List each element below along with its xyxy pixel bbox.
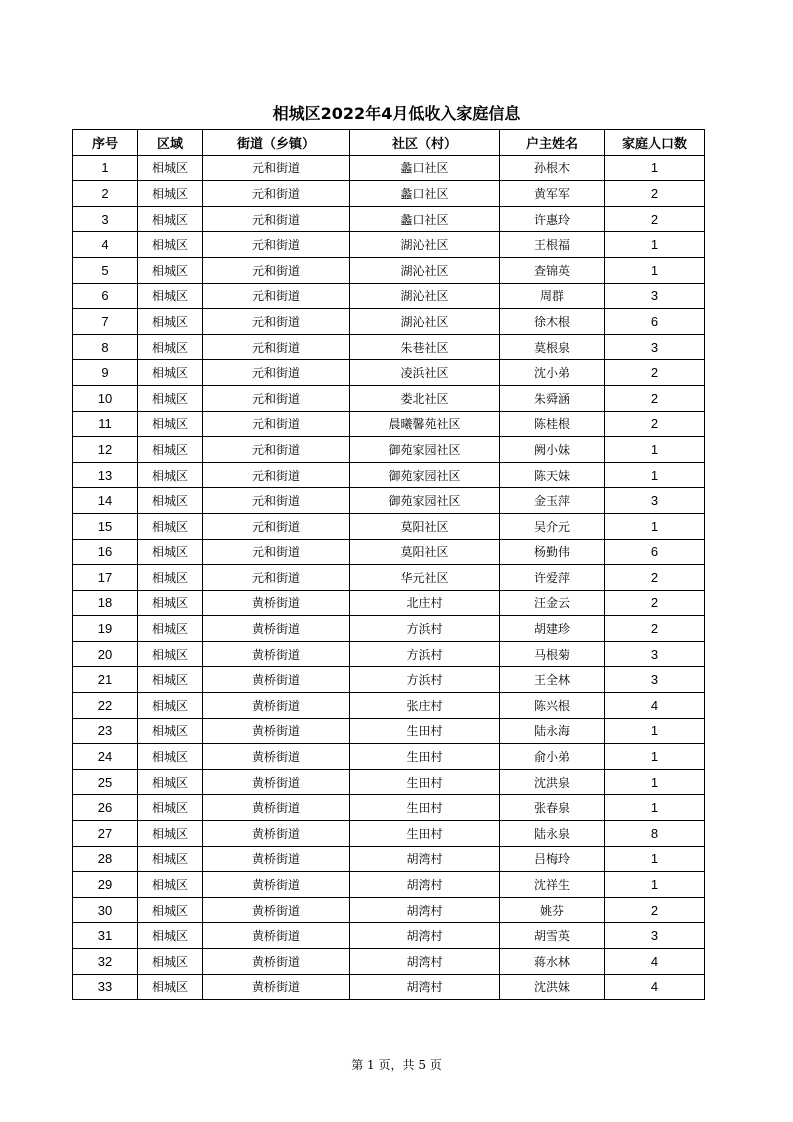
cell-index: 20	[73, 641, 138, 667]
cell-index: 8	[73, 334, 138, 360]
cell-street: 黄桥街道	[203, 795, 350, 821]
cell-family-size: 6	[605, 309, 705, 335]
cell-street: 黄桥街道	[203, 923, 350, 949]
cell-district: 相城区	[138, 513, 203, 539]
cell-street: 黄桥街道	[203, 641, 350, 667]
table-row	[73, 155, 705, 181]
cell-district: 相城区	[138, 693, 203, 719]
cell-street: 黄桥街道	[203, 949, 350, 975]
low-income-table	[72, 129, 705, 1000]
cell-community: 蠡口社区	[350, 206, 500, 232]
page-footer: 第 1 页，共 5 页	[351, 1058, 442, 1072]
cell-family-size: 2	[605, 590, 705, 616]
table-row	[73, 846, 705, 872]
cell-community: 湖沁社区	[350, 283, 500, 309]
cell-community: 生田村	[350, 744, 500, 770]
cell-street: 元和街道	[203, 283, 350, 309]
cell-district: 相城区	[138, 462, 203, 488]
table-row	[73, 693, 705, 719]
table-row	[73, 795, 705, 821]
cell-householder: 姚芬	[500, 897, 605, 923]
cell-community: 莫阳社区	[350, 539, 500, 565]
cell-district: 相城区	[138, 565, 203, 591]
cell-index: 15	[73, 513, 138, 539]
cell-family-size: 1	[605, 795, 705, 821]
cell-householder: 张春泉	[500, 795, 605, 821]
cell-district: 相城区	[138, 590, 203, 616]
cell-householder: 王全林	[500, 667, 605, 693]
cell-district: 相城区	[138, 897, 203, 923]
cell-index: 30	[73, 897, 138, 923]
table-row	[73, 283, 705, 309]
cell-community: 生田村	[350, 795, 500, 821]
table-row	[73, 590, 705, 616]
cell-householder: 许爱萍	[500, 565, 605, 591]
cell-index: 5	[73, 257, 138, 283]
cell-family-size: 1	[605, 257, 705, 283]
table-row	[73, 309, 705, 335]
page-title: 相城区2022年4月低收入家庭信息	[272, 104, 521, 123]
cell-householder: 莫根泉	[500, 334, 605, 360]
cell-householder: 杨勤伟	[500, 539, 605, 565]
cell-family-size: 1	[605, 769, 705, 795]
cell-family-size: 2	[605, 411, 705, 437]
cell-community: 湖沁社区	[350, 232, 500, 258]
cell-street: 元和街道	[203, 565, 350, 591]
cell-householder: 马根菊	[500, 641, 605, 667]
cell-family-size: 3	[605, 283, 705, 309]
cell-district: 相城区	[138, 206, 203, 232]
cell-district: 相城区	[138, 718, 203, 744]
cell-householder: 沈祥生	[500, 872, 605, 898]
cell-district: 相城区	[138, 539, 203, 565]
cell-family-size: 1	[605, 872, 705, 898]
cell-householder: 陆永泉	[500, 821, 605, 847]
cell-district: 相城区	[138, 641, 203, 667]
cell-street: 黄桥街道	[203, 897, 350, 923]
cell-community: 晨曦馨苑社区	[350, 411, 500, 437]
table-row	[73, 667, 705, 693]
cell-family-size: 1	[605, 846, 705, 872]
cell-community: 胡湾村	[350, 949, 500, 975]
cell-district: 相城区	[138, 795, 203, 821]
cell-family-size: 4	[605, 974, 705, 1000]
cell-street: 黄桥街道	[203, 616, 350, 642]
cell-district: 相城区	[138, 667, 203, 693]
cell-householder: 陈桂根	[500, 411, 605, 437]
cell-index: 4	[73, 232, 138, 258]
cell-family-size: 3	[605, 923, 705, 949]
cell-district: 相城区	[138, 872, 203, 898]
cell-community: 胡湾村	[350, 897, 500, 923]
cell-community: 胡湾村	[350, 974, 500, 1000]
cell-community: 朱巷社区	[350, 334, 500, 360]
cell-district: 相城区	[138, 923, 203, 949]
cell-district: 相城区	[138, 616, 203, 642]
cell-householder: 沈小弟	[500, 360, 605, 386]
cell-district: 相城区	[138, 385, 203, 411]
cell-community: 胡湾村	[350, 923, 500, 949]
table-row	[73, 462, 705, 488]
cell-index: 12	[73, 437, 138, 463]
cell-householder: 陆永海	[500, 718, 605, 744]
cell-community: 莫阳社区	[350, 513, 500, 539]
cell-householder: 蒋水林	[500, 949, 605, 975]
cell-district: 相城区	[138, 334, 203, 360]
cell-householder: 黄军军	[500, 181, 605, 207]
cell-family-size: 2	[605, 565, 705, 591]
cell-family-size: 3	[605, 641, 705, 667]
cell-family-size: 3	[605, 334, 705, 360]
cell-street: 元和街道	[203, 411, 350, 437]
cell-index: 7	[73, 309, 138, 335]
cell-householder: 陈兴根	[500, 693, 605, 719]
cell-index: 24	[73, 744, 138, 770]
cell-street: 黄桥街道	[203, 769, 350, 795]
cell-householder: 许惠玲	[500, 206, 605, 232]
table-row	[73, 334, 705, 360]
cell-district: 相城区	[138, 437, 203, 463]
table-row	[73, 641, 705, 667]
cell-householder: 吴介元	[500, 513, 605, 539]
cell-householder: 查锦英	[500, 257, 605, 283]
cell-householder: 陈天妹	[500, 462, 605, 488]
cell-index: 25	[73, 769, 138, 795]
cell-street: 元和街道	[203, 360, 350, 386]
cell-family-size: 1	[605, 232, 705, 258]
cell-street: 元和街道	[203, 206, 350, 232]
cell-street: 元和街道	[203, 155, 350, 181]
cell-district: 相城区	[138, 974, 203, 1000]
cell-community: 胡湾村	[350, 846, 500, 872]
table-row	[73, 769, 705, 795]
cell-index: 31	[73, 923, 138, 949]
header-street: 街道（乡镇）	[203, 130, 350, 156]
cell-community: 方浜村	[350, 641, 500, 667]
table-row	[73, 488, 705, 514]
header-community: 社区（村）	[350, 130, 500, 156]
cell-householder: 朱舜涵	[500, 385, 605, 411]
table-row	[73, 513, 705, 539]
cell-family-size: 2	[605, 616, 705, 642]
cell-index: 33	[73, 974, 138, 1000]
table-row	[73, 744, 705, 770]
cell-householder: 胡雪英	[500, 923, 605, 949]
cell-family-size: 4	[605, 693, 705, 719]
cell-community: 生田村	[350, 769, 500, 795]
cell-family-size: 2	[605, 360, 705, 386]
cell-family-size: 2	[605, 181, 705, 207]
cell-householder: 胡建珍	[500, 616, 605, 642]
cell-family-size: 6	[605, 539, 705, 565]
cell-family-size: 1	[605, 744, 705, 770]
cell-index: 3	[73, 206, 138, 232]
cell-family-size: 1	[605, 718, 705, 744]
table-row	[73, 232, 705, 258]
cell-family-size: 1	[605, 437, 705, 463]
cell-community: 蠡口社区	[350, 181, 500, 207]
cell-street: 黄桥街道	[203, 846, 350, 872]
cell-family-size: 1	[605, 155, 705, 181]
cell-index: 16	[73, 539, 138, 565]
cell-street: 黄桥街道	[203, 693, 350, 719]
cell-community: 蠡口社区	[350, 155, 500, 181]
table-row	[73, 821, 705, 847]
cell-community: 娄北社区	[350, 385, 500, 411]
cell-householder: 孙根木	[500, 155, 605, 181]
cell-family-size: 8	[605, 821, 705, 847]
cell-district: 相城区	[138, 232, 203, 258]
cell-street: 元和街道	[203, 309, 350, 335]
table-row	[73, 437, 705, 463]
cell-district: 相城区	[138, 309, 203, 335]
cell-householder: 吕梅玲	[500, 846, 605, 872]
table-row	[73, 872, 705, 898]
cell-district: 相城区	[138, 360, 203, 386]
cell-district: 相城区	[138, 411, 203, 437]
cell-street: 黄桥街道	[203, 744, 350, 770]
cell-index: 27	[73, 821, 138, 847]
table-row	[73, 949, 705, 975]
table-row	[73, 257, 705, 283]
table-row	[73, 923, 705, 949]
cell-street: 元和街道	[203, 539, 350, 565]
table-row	[73, 385, 705, 411]
cell-street: 黄桥街道	[203, 718, 350, 744]
cell-index: 19	[73, 616, 138, 642]
cell-street: 黄桥街道	[203, 821, 350, 847]
cell-family-size: 3	[605, 667, 705, 693]
table-body	[73, 155, 705, 1000]
table-row	[73, 565, 705, 591]
cell-index: 1	[73, 155, 138, 181]
cell-district: 相城区	[138, 846, 203, 872]
cell-family-size: 2	[605, 206, 705, 232]
cell-index: 2	[73, 181, 138, 207]
cell-street: 黄桥街道	[203, 872, 350, 898]
cell-street: 元和街道	[203, 257, 350, 283]
table-header-row	[73, 130, 705, 156]
cell-street: 元和街道	[203, 462, 350, 488]
cell-district: 相城区	[138, 744, 203, 770]
cell-householder: 王根福	[500, 232, 605, 258]
cell-community: 华元社区	[350, 565, 500, 591]
header-index: 序号	[73, 130, 138, 156]
cell-index: 18	[73, 590, 138, 616]
cell-community: 胡湾村	[350, 872, 500, 898]
cell-community: 方浜村	[350, 616, 500, 642]
cell-family-size: 2	[605, 385, 705, 411]
cell-community: 御苑家园社区	[350, 488, 500, 514]
cell-family-size: 3	[605, 488, 705, 514]
cell-index: 23	[73, 718, 138, 744]
cell-index: 10	[73, 385, 138, 411]
cell-street: 元和街道	[203, 181, 350, 207]
cell-street: 黄桥街道	[203, 974, 350, 1000]
cell-community: 生田村	[350, 718, 500, 744]
cell-index: 6	[73, 283, 138, 309]
cell-street: 黄桥街道	[203, 590, 350, 616]
cell-family-size: 4	[605, 949, 705, 975]
cell-district: 相城区	[138, 155, 203, 181]
cell-index: 13	[73, 462, 138, 488]
cell-householder: 沈洪妹	[500, 974, 605, 1000]
cell-householder: 金玉萍	[500, 488, 605, 514]
cell-community: 方浜村	[350, 667, 500, 693]
cell-community: 生田村	[350, 821, 500, 847]
cell-index: 26	[73, 795, 138, 821]
cell-community: 湖沁社区	[350, 257, 500, 283]
cell-community: 北庄村	[350, 590, 500, 616]
table-row	[73, 539, 705, 565]
cell-street: 元和街道	[203, 385, 350, 411]
cell-community: 御苑家园社区	[350, 437, 500, 463]
table-row	[73, 718, 705, 744]
table-row	[73, 206, 705, 232]
cell-householder: 俞小弟	[500, 744, 605, 770]
header-householder: 户主姓名	[500, 130, 605, 156]
cell-district: 相城区	[138, 257, 203, 283]
cell-householder: 阙小妹	[500, 437, 605, 463]
table-row	[73, 897, 705, 923]
cell-index: 28	[73, 846, 138, 872]
cell-street: 元和街道	[203, 437, 350, 463]
header-district: 区域	[138, 130, 203, 156]
cell-index: 21	[73, 667, 138, 693]
cell-family-size: 2	[605, 897, 705, 923]
cell-index: 29	[73, 872, 138, 898]
cell-index: 9	[73, 360, 138, 386]
cell-street: 元和街道	[203, 488, 350, 514]
cell-district: 相城区	[138, 769, 203, 795]
cell-community: 张庄村	[350, 693, 500, 719]
cell-index: 14	[73, 488, 138, 514]
table-row	[73, 974, 705, 1000]
cell-street: 元和街道	[203, 513, 350, 539]
cell-community: 凌浜社区	[350, 360, 500, 386]
cell-householder: 徐木根	[500, 309, 605, 335]
cell-index: 22	[73, 693, 138, 719]
cell-index: 32	[73, 949, 138, 975]
cell-street: 元和街道	[203, 232, 350, 258]
cell-householder: 沈洪泉	[500, 769, 605, 795]
cell-district: 相城区	[138, 821, 203, 847]
cell-district: 相城区	[138, 488, 203, 514]
cell-district: 相城区	[138, 949, 203, 975]
cell-family-size: 1	[605, 462, 705, 488]
table-row	[73, 411, 705, 437]
cell-community: 御苑家园社区	[350, 462, 500, 488]
cell-householder: 汪金云	[500, 590, 605, 616]
cell-index: 17	[73, 565, 138, 591]
cell-householder: 周群	[500, 283, 605, 309]
cell-district: 相城区	[138, 283, 203, 309]
table-row	[73, 616, 705, 642]
cell-street: 黄桥街道	[203, 667, 350, 693]
table-row	[73, 181, 705, 207]
cell-community: 湖沁社区	[350, 309, 500, 335]
cell-index: 11	[73, 411, 138, 437]
table-row	[73, 360, 705, 386]
cell-district: 相城区	[138, 181, 203, 207]
cell-family-size: 1	[605, 513, 705, 539]
header-family-size: 家庭人口数	[605, 130, 705, 156]
cell-street: 元和街道	[203, 334, 350, 360]
